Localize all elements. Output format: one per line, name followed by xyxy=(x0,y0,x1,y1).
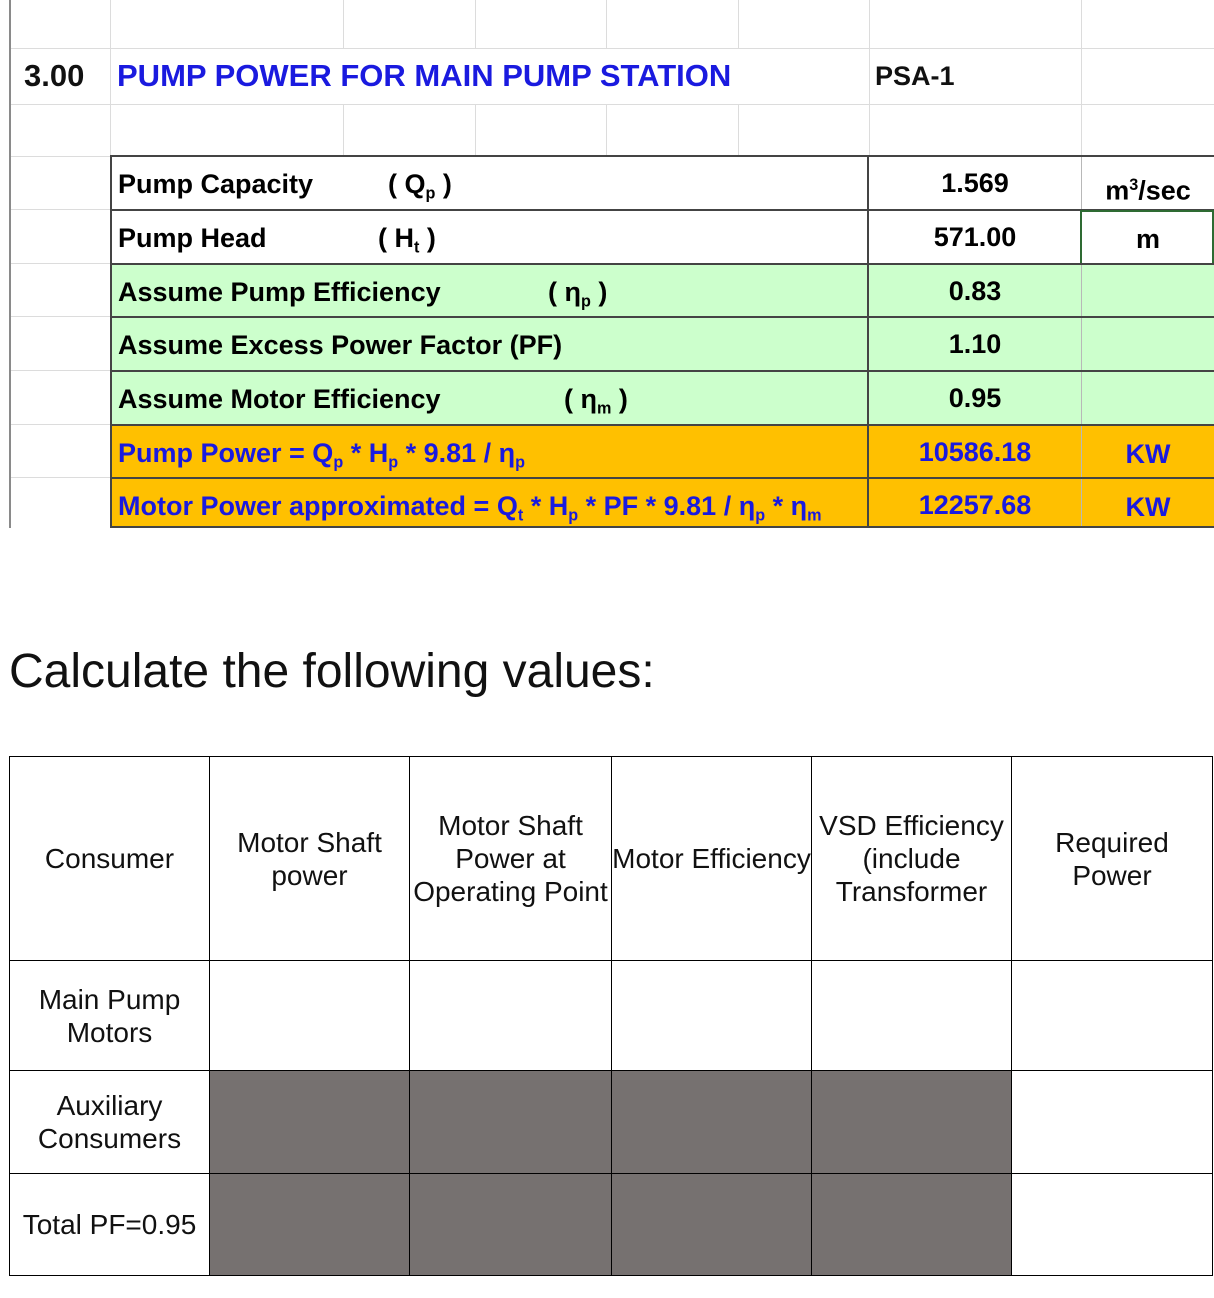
shaded-cell xyxy=(812,1071,1012,1174)
sheet-row-motor-efficiency xyxy=(110,370,1214,424)
header-consumer: Consumer xyxy=(10,757,210,961)
header-vsd-efficiency: VSD Efficiency (include Transformer xyxy=(812,757,1012,961)
row-symbol: ( $H_t$ ) xyxy=(378,223,436,257)
row-label: Pump Capacity xyxy=(118,169,314,199)
grid-line xyxy=(11,370,110,371)
shaded-cell xyxy=(210,1174,410,1276)
grid-line xyxy=(11,156,110,157)
row-unit[interactable] xyxy=(1081,372,1214,424)
row-label: Assume Pump Efficiency xyxy=(118,277,441,307)
grid-line xyxy=(11,424,110,425)
table-row-main-pump-motors xyxy=(10,961,1213,1071)
shaded-cell xyxy=(812,1174,1012,1276)
row-value[interactable]: 0.95 xyxy=(948,383,1002,413)
row-unit[interactable]: KW xyxy=(1081,479,1214,526)
grid-line xyxy=(110,0,111,156)
grid-line xyxy=(11,104,1214,105)
spreadsheet-section xyxy=(0,0,1214,528)
table-header-row xyxy=(10,757,1213,961)
shaded-cell xyxy=(612,1071,812,1174)
table-row-total xyxy=(10,1174,1213,1276)
sheet-row-pump-head xyxy=(110,209,1214,263)
grid-line xyxy=(475,0,476,48)
row-label-cell[interactable] xyxy=(110,318,869,370)
row-unit[interactable] xyxy=(1081,318,1214,370)
consumer-label: Total PF=0.95 xyxy=(10,1174,210,1276)
answer-cell[interactable] xyxy=(410,961,612,1071)
section-number: 3.00 xyxy=(24,58,85,93)
answer-cell[interactable] xyxy=(612,961,812,1071)
grid-line xyxy=(1081,0,1082,156)
sheet-row-power-factor xyxy=(110,316,1214,370)
row-label-cell[interactable] xyxy=(110,479,869,526)
row-value[interactable]: 571.00 xyxy=(933,222,1017,252)
row-label-cell[interactable] xyxy=(110,265,869,317)
grid-line xyxy=(738,104,739,156)
row-value[interactable]: 0.83 xyxy=(948,276,1002,306)
selected-cell-border xyxy=(1080,210,1214,265)
grid-line xyxy=(738,0,739,48)
sheet-row-pump-efficiency xyxy=(110,263,1214,317)
answer-cell[interactable] xyxy=(812,961,1012,1071)
row-unit[interactable] xyxy=(1081,265,1214,317)
row-label: Assume Excess Power Factor (PF) xyxy=(118,330,563,360)
sheet-row-pump-capacity xyxy=(110,155,1214,209)
row-label: Pump Head xyxy=(118,223,267,253)
motor-power-formula: Motor Power approximated = $Q_t * H_p$ * PF * $9.81 / \eta_p * \eta_m$ xyxy=(118,491,822,525)
sheet-left-border xyxy=(9,0,11,528)
pump-power-formula: Pump Power = $Q_p * H_p * 9.81 / \eta_p$ xyxy=(118,438,526,472)
grid-line xyxy=(475,104,476,156)
header-motor-efficiency: Motor Efficiency xyxy=(612,757,812,961)
answer-cell[interactable] xyxy=(210,961,410,1071)
grid-line xyxy=(606,104,607,156)
grid-line xyxy=(869,0,870,156)
row-label: Assume Motor Efficiency xyxy=(118,384,441,414)
row-value[interactable]: 10586.18 xyxy=(918,437,1032,467)
sheet-row-motor-power xyxy=(110,477,1214,528)
row-symbol: ( $\eta_p$ ) xyxy=(548,277,608,311)
row-unit[interactable]: m xyxy=(1081,211,1214,263)
shaded-cell xyxy=(210,1071,410,1174)
row-value[interactable]: 12257.68 xyxy=(918,490,1032,520)
answer-table xyxy=(9,756,1213,1276)
grid-line xyxy=(11,316,110,317)
row-value[interactable]: 1.569 xyxy=(941,168,1009,198)
shaded-cell xyxy=(410,1071,612,1174)
header-motor-shaft-power: Motor Shaft power xyxy=(210,757,410,961)
grid-line xyxy=(343,0,344,48)
answer-cell[interactable] xyxy=(1012,1071,1213,1174)
header-shaft-power-operating-point: Motor Shaft Power at Operating Point xyxy=(410,757,612,961)
shaded-cell xyxy=(612,1174,812,1276)
grid-line xyxy=(11,48,1214,49)
row-label-cell[interactable] xyxy=(110,426,869,478)
sheet-row-pump-power xyxy=(110,424,1214,478)
grid-line xyxy=(11,477,110,478)
answer-cell[interactable] xyxy=(1012,1174,1213,1276)
header-required-power: Required Power xyxy=(1012,757,1213,961)
section-code: PSA-1 xyxy=(875,61,955,91)
consumer-label: Main Pump Motors xyxy=(10,961,210,1071)
grid-line xyxy=(11,263,110,264)
row-value[interactable]: 1.10 xyxy=(948,329,1002,359)
table-row-auxiliary-consumers xyxy=(10,1071,1213,1174)
row-label-cell[interactable] xyxy=(110,157,869,209)
section-title: PUMP POWER FOR MAIN PUMP STATION xyxy=(117,58,732,93)
row-label-cell[interactable] xyxy=(110,211,869,263)
question-heading: Calculate the following values: xyxy=(9,645,655,698)
row-label-cell[interactable] xyxy=(110,372,869,424)
shaded-cell xyxy=(410,1174,612,1276)
grid-line xyxy=(11,209,110,210)
row-unit[interactable]: $m^3/\sec$ xyxy=(1081,157,1214,209)
row-symbol: ( $\eta_m$ ) xyxy=(564,384,628,418)
grid-line xyxy=(606,0,607,48)
answer-cell[interactable] xyxy=(1012,961,1213,1071)
row-symbol: ( $Q_p$ ) xyxy=(388,169,452,203)
consumer-label: Auxiliary Consumers xyxy=(10,1071,210,1174)
grid-line xyxy=(343,104,344,156)
row-unit[interactable]: KW xyxy=(1081,426,1214,478)
